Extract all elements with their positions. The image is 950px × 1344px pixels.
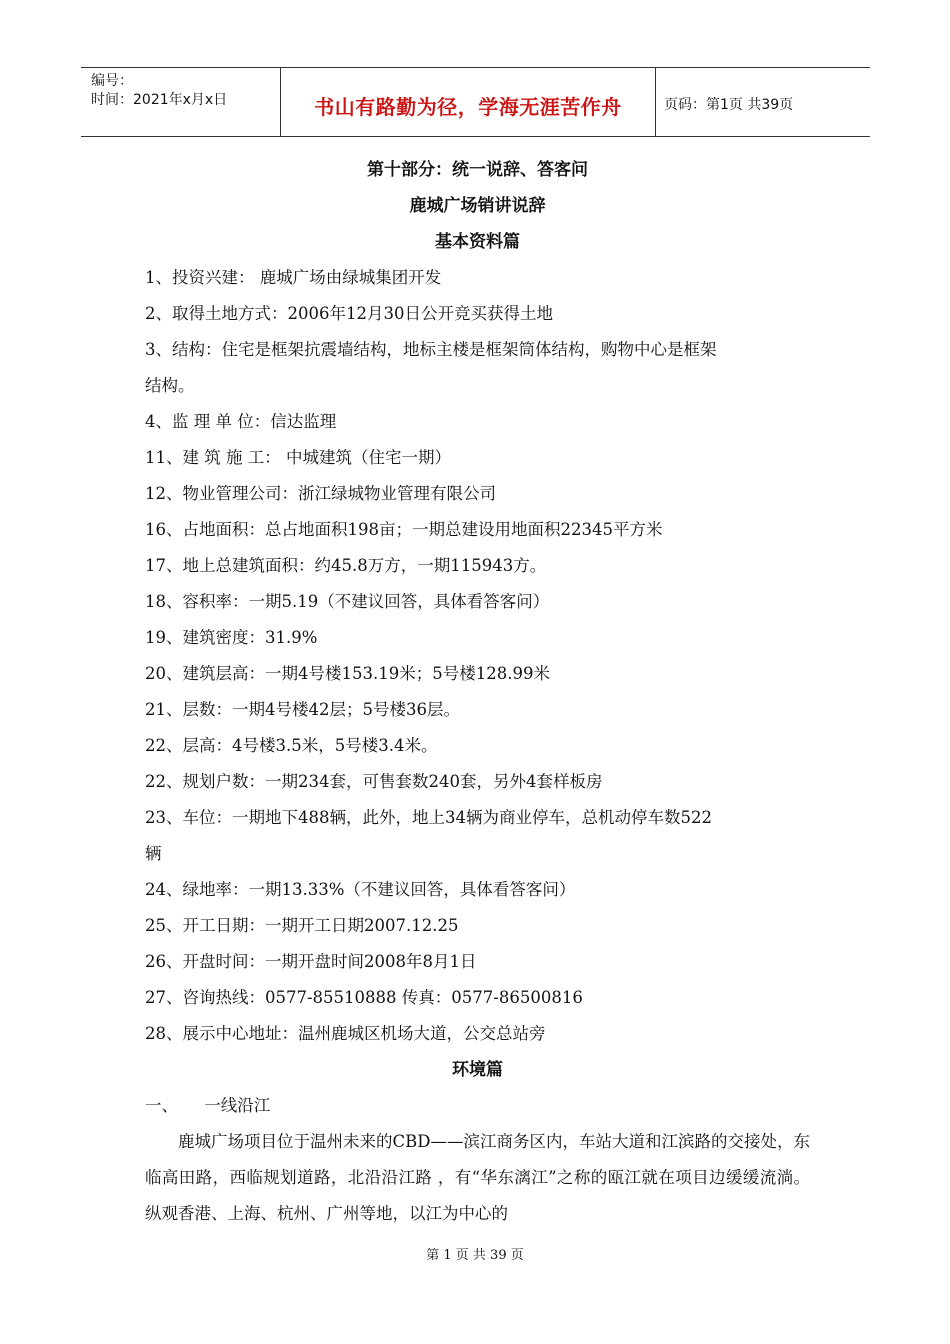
header-meta bbox=[81, 68, 281, 136]
header-motto: 书山有路勤为径，学海无涯苦作舟 bbox=[314, 94, 622, 119]
header-page-info: 页码：第1页 共39页 bbox=[664, 97, 794, 113]
info-line: 20、建筑层高：一期4号楼153.19米；5号楼128.99米 bbox=[145, 664, 550, 683]
info-line: 18、容积率：一期5.19（不建议回答，具体看答客问） bbox=[145, 592, 550, 611]
env-title: 环境篇 bbox=[452, 1060, 503, 1080]
section-title: 第十部分：统一说辞、答客问 bbox=[367, 160, 588, 180]
info-line: 3、结构：住宅是框架抗震墙结构，地标主楼是框架筒体结构，购物中心是框架 bbox=[145, 340, 717, 359]
info-line: 1、投资兴建： 鹿城广场由绿城集团开发 bbox=[145, 268, 442, 287]
info-line: 27、咨询热线：0577-85510888 传真：0577-86500816 bbox=[145, 988, 583, 1007]
info-line: 28、展示中心地址：温州鹿城区机场大道，公交总站旁 bbox=[145, 1024, 546, 1043]
info-line: 21、层数：一期4号楼42层；5号楼36层。 bbox=[145, 700, 460, 719]
header-number: 编号： bbox=[91, 73, 133, 89]
info-line: 25、开工日期：一期开工日期2007.12.25 bbox=[145, 916, 459, 935]
info-line: 结构。 bbox=[145, 376, 195, 395]
info-line: 辆 bbox=[145, 844, 162, 863]
page-header bbox=[81, 67, 870, 137]
info-line: 2、取得土地方式：2006年12月30日公开竞买获得土地 bbox=[145, 304, 553, 323]
document-body bbox=[145, 152, 810, 1232]
info-line: 22、层高：4号楼3.5米，5号楼3.4米。 bbox=[145, 736, 438, 755]
info-line: 4、监 理 单 位：信达监理 bbox=[145, 412, 337, 431]
page-footer: 第 1 页 共 39 页 bbox=[426, 1248, 524, 1263]
info-line: 11、建 筑 施 工： 中城建筑（住宅一期） bbox=[145, 448, 451, 467]
info-line: 24、绿地率：一期13.33%（不建议回答，具体看答客问） bbox=[145, 880, 576, 899]
header-motto-cell bbox=[281, 68, 656, 136]
info-line: 23、车位：一期地下488辆，此外，地上34辆为商业停车，总机动停车数522 bbox=[145, 808, 712, 827]
header-date: 时间：2021年x月x日 bbox=[91, 92, 228, 108]
info-line: 26、开盘时间：一期开盘时间2008年8月1日 bbox=[145, 952, 477, 971]
info-line: 12、物业管理公司：浙江绿城物业管理有限公司 bbox=[145, 484, 496, 503]
info-line: 19、建筑密度：31.9% bbox=[145, 628, 318, 647]
info-line: 17、地上总建筑面积：约45.8万方，一期115943方。 bbox=[145, 556, 547, 575]
env-paragraph: 鹿城广场项目位于温州未来的CBD——滨江商务区内，车站大道和江滨路的交接处，东临高田路，西临规划道路，北沿沿江路 ，有“华东漓江”之称的瓯江就在项目边缓缓流淌。纵观香港、上海、杭州、广州等地，以江为中心的 bbox=[145, 1132, 810, 1223]
doc-title: 鹿城广场销讲说辞 bbox=[409, 196, 546, 216]
part-title: 基本资料篇 bbox=[435, 232, 520, 252]
info-line: 22、规划户数：一期234套，可售套数240套，另外4套样板房 bbox=[145, 772, 603, 791]
info-line: 16、占地面积：总占地面积198亩；一期总建设用地面积22345平方米 bbox=[145, 520, 663, 539]
env-subtitle: 一、 一线沿江 bbox=[145, 1096, 271, 1115]
